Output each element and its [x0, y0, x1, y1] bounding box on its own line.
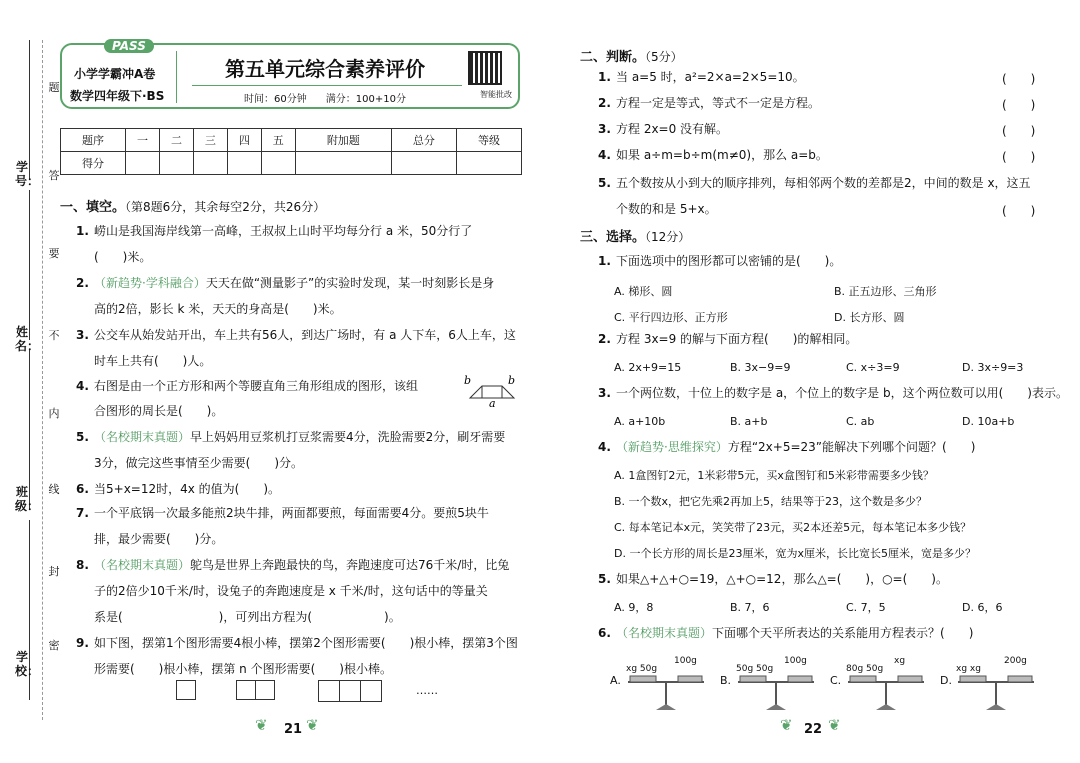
score-cell[interactable] — [159, 152, 193, 175]
binding-margin — [0, 0, 60, 763]
judge-line — [598, 170, 1031, 196]
table-row — [61, 129, 522, 152]
score-cell[interactable] — [456, 152, 521, 175]
student-id-label: 学号： — [15, 160, 40, 188]
question-number: 7. — [76, 506, 89, 520]
choice-question — [598, 248, 841, 274]
side-word: 密 — [48, 639, 60, 652]
question-number: 2. — [598, 96, 611, 110]
table-row — [61, 152, 522, 175]
right-pan-weights: 200g — [1004, 656, 1027, 666]
leaf-icon: ❦ — [780, 716, 793, 734]
choice-option[interactable]: D. 一个长方形的周长是23厘米，宽为x厘米，长比宽长5厘米，宽是多少？ — [614, 547, 976, 560]
score-cell[interactable] — [126, 152, 160, 175]
question-line — [76, 604, 401, 630]
section-note: （12分） — [645, 230, 691, 244]
question-text: 一个平底锅一次最多能煎2块牛排，两面都要煎，每面需要4分。要煎5块牛 — [94, 506, 489, 520]
score-cell[interactable] — [261, 152, 295, 175]
square-figure — [176, 680, 196, 700]
question-number: 3. — [76, 328, 89, 342]
fill-line — [29, 190, 30, 340]
cut-line — [42, 40, 43, 720]
choice-option[interactable]: A. 1盒图钉2元，1米彩带5元，买x盒图钉和5米彩带需要多少钱？ — [614, 469, 934, 482]
score-table — [60, 128, 522, 175]
question-line — [76, 398, 223, 424]
question-text: 如下图，摆第1个图形需要4根小棒，摆第2个图形需要( )根小棒，摆第3个图 — [94, 636, 518, 650]
question-text: 下面选项中的图形都可以密铺的是( )。 — [616, 254, 842, 268]
page-number: 22 — [804, 722, 823, 737]
score-cell[interactable] — [193, 152, 227, 175]
question-line — [76, 218, 472, 244]
choice-option[interactable]: A. a+10b — [614, 415, 666, 428]
question-line — [76, 578, 488, 604]
side-word: 要 — [48, 247, 60, 260]
figure-label-b: b — [464, 374, 472, 387]
section-heading — [580, 46, 683, 65]
choice-option[interactable]: D. 长方形、圆 — [834, 311, 905, 324]
section-note: （5分） — [645, 50, 683, 64]
question-text: 子的2倍少10千米/时，设兔子的奔跑速度是 x 千米/时，这句话中的等量关 — [94, 584, 488, 598]
question-tag: （新趋势·思维探究） — [616, 440, 728, 454]
answer-paren: ( ) — [1002, 98, 1036, 112]
balance-scale-icon — [954, 674, 1038, 714]
qr-caption: 智能批改 — [480, 90, 512, 99]
square-figure — [360, 680, 382, 702]
choice-option[interactable]: A. 2x+9=15 — [614, 361, 682, 374]
question-number: 6. — [76, 482, 89, 496]
question-number: 2. — [598, 332, 611, 346]
leaf-icon: ❦ — [828, 716, 841, 734]
choice-question — [598, 566, 948, 592]
figure-label-b: b — [508, 374, 516, 387]
question-number: 6. — [598, 626, 611, 640]
score-cell[interactable] — [295, 152, 391, 175]
answer-paren: ( ) — [1002, 150, 1036, 164]
choice-option[interactable]: B. 一个数x，把它先乘2再加上5，结果等于23，这个数是多少？ — [614, 495, 928, 508]
choice-question — [598, 380, 1068, 406]
full-score: 满分：100+10分 — [325, 94, 406, 105]
table-header: 等级 — [456, 129, 521, 152]
question-text: 方程一定是等式，等式不一定是方程。 — [616, 96, 821, 110]
question-tag: （名校期末真题） — [94, 558, 191, 572]
choice-question — [598, 326, 857, 352]
table-header: 附加题 — [295, 129, 391, 152]
question-text: 3分，做完这些事情至少需要( )分。 — [94, 456, 303, 470]
question-number: 9. — [76, 636, 89, 650]
question-number: 2. — [76, 276, 89, 290]
option-letter: D. — [940, 674, 952, 687]
question-text: 下面哪个天平所表达的关系能用方程表示？( ) — [712, 626, 974, 640]
answer-paren: ( ) — [1002, 72, 1036, 86]
question-text: 方程 2x=0 没有解。 — [616, 122, 729, 136]
table-header: 一 — [126, 129, 160, 152]
question-tag: （新趋势·学科融合） — [94, 276, 206, 290]
square-figure — [236, 680, 256, 700]
left-pan-weights: 50g 50g — [736, 664, 774, 674]
right-pan-weights: 100g — [784, 656, 807, 666]
choice-option[interactable]: A. 9，8 — [614, 601, 654, 614]
question-line — [76, 424, 505, 450]
question-number: 3. — [598, 386, 611, 400]
question-text: 方程 3x=9 的解与下面方程( )的解相同。 — [616, 332, 858, 346]
choice-question — [598, 434, 975, 460]
choice-option[interactable]: C. 7，5 — [846, 601, 886, 614]
question-text: 早上妈妈用豆浆机打豆浆需要4分，洗脸需要2分，刷牙需要 — [190, 430, 506, 444]
square-figure — [255, 680, 275, 700]
question-text: ( )米。 — [94, 250, 152, 264]
table-header: 五 — [261, 129, 295, 152]
table-header: 总分 — [391, 129, 456, 152]
section-title: 二、判断。 — [580, 50, 646, 65]
question-line — [76, 526, 223, 552]
question-text: 五个数按从小到大的顺序排列，每相邻两个数的差都是2，中间的数是 x，这五 — [616, 176, 1031, 190]
left-pan-weights: xg xg — [956, 664, 981, 674]
judge-line — [598, 196, 717, 222]
question-line — [76, 450, 303, 476]
class-label: 班级： — [15, 485, 40, 513]
question-line — [76, 476, 280, 502]
side-word: 题 — [48, 81, 60, 94]
school-label: 学校： — [15, 650, 40, 678]
side-word: 线 — [48, 483, 60, 496]
square-figure — [339, 680, 361, 702]
judge-line — [598, 116, 728, 142]
name-label: 姓名： — [15, 325, 40, 353]
question-text: 方程“2x+5=23”能解决下列哪个问题？( ) — [727, 440, 976, 454]
trapezoid-figure — [462, 372, 522, 408]
question-number: 3. — [598, 122, 611, 136]
question-text: 个数的和是 5+x。 — [616, 202, 717, 216]
balance-scale-icon — [734, 674, 818, 714]
balance-option[interactable] — [720, 652, 820, 714]
fill-line — [29, 350, 30, 510]
question-number: 1. — [598, 254, 611, 268]
question-text: 当 a=5 时，a²=2×a=2×5=10。 — [616, 70, 805, 84]
page-number: 21 — [284, 722, 303, 737]
question-text: 当5+x=12时，4x 的值为( )。 — [94, 482, 281, 496]
question-line — [76, 348, 211, 374]
table-header: 四 — [227, 129, 261, 152]
figure-label-a: a — [489, 397, 496, 408]
question-text: 崂山是我国海岸线第一高峰，王叔叔上山时平均每分行 a 米，50分行了 — [94, 224, 473, 238]
question-text: 如果 a÷m=b÷m(m≠0)，那么 a=b。 — [616, 148, 828, 162]
choice-question — [598, 620, 973, 646]
title-underline — [192, 85, 462, 86]
balance-option[interactable] — [940, 652, 1040, 714]
ellipsis: …… — [416, 684, 438, 697]
section-heading — [60, 196, 325, 215]
right-pan-weights: 100g — [674, 656, 697, 666]
left-pan-weights: xg 50g — [626, 664, 658, 674]
question-line — [76, 296, 342, 322]
question-line — [76, 270, 494, 296]
time-limit: 时间：60分钟 — [243, 94, 307, 105]
choice-option[interactable]: D. 3x÷9=3 — [962, 361, 1024, 374]
question-text: 排，最少需要( )分。 — [94, 532, 224, 546]
question-number: 5. — [598, 176, 611, 190]
balance-option[interactable] — [830, 652, 930, 714]
row-label: 得分 — [61, 152, 126, 175]
question-number: 1. — [598, 70, 611, 84]
judge-line — [598, 90, 820, 116]
question-number: 5. — [598, 572, 611, 586]
question-tag: （名校期末真题） — [616, 626, 713, 640]
question-line — [76, 656, 392, 682]
exam-header — [60, 39, 520, 109]
question-line — [76, 630, 518, 656]
balance-scale-icon — [844, 674, 928, 714]
judge-line — [598, 64, 805, 90]
leaf-icon: ❦ — [306, 716, 319, 734]
side-word: 内 — [48, 407, 60, 420]
question-text: 如果△+△+○=19，△+○=12，那么△=( )，○=( )。 — [616, 572, 948, 586]
section-title: 三、选择。 — [580, 230, 646, 245]
option-letter: B. — [720, 674, 732, 687]
question-line — [76, 244, 151, 270]
judge-line — [598, 142, 828, 168]
choice-option[interactable]: A. 梯形、圆 — [614, 285, 673, 298]
section-heading — [580, 226, 690, 245]
question-text: 高的2倍，影长 k 米，天天的身高是( )米。 — [94, 302, 342, 316]
question-line — [76, 552, 509, 578]
question-text: 鸵鸟是世界上奔跑最快的鸟，奔跑速度可达76千米/时，比兔 — [190, 558, 510, 572]
choice-option[interactable]: C. 每本笔记本x元，笑笑带了23元，买2本还差5元，每本笔记本多少钱？ — [614, 521, 972, 534]
section-title: 一、填空。 — [60, 200, 126, 215]
exam-info — [180, 90, 470, 105]
question-text: 时车上共有( )人。 — [94, 354, 212, 368]
question-text: 天天在做“测量影子”的实验时发现，某一时刻影长是身 — [205, 276, 495, 290]
question-line — [76, 373, 418, 399]
option-letter: C. — [830, 674, 842, 687]
question-line — [76, 500, 489, 526]
question-text: 右图是由一个正方形和两个等腰直角三角形组成的图形，该组 — [94, 379, 419, 393]
answer-paren: ( ) — [1002, 204, 1036, 218]
question-text: 公交车从始发站开出，车上共有56人，到达广场时，有 a 人下车，6人上车，这 — [94, 328, 516, 342]
table-header: 二 — [159, 129, 193, 152]
fill-line — [29, 40, 30, 180]
right-pan-weights: xg — [894, 656, 906, 666]
pass-badge: PASS — [104, 39, 154, 53]
choice-option[interactable]: D. 6，6 — [962, 601, 1003, 614]
choice-option[interactable]: B. 7，6 — [730, 601, 770, 614]
choice-option[interactable]: B. a+b — [730, 415, 768, 428]
square-figure — [318, 680, 340, 702]
question-tag: （名校期末真题） — [94, 430, 191, 444]
qr-code-icon — [468, 51, 502, 85]
question-number: 5. — [76, 430, 89, 444]
question-text: 合图形的周长是( )。 — [94, 404, 224, 418]
score-cell[interactable] — [391, 152, 456, 175]
leaf-icon: ❦ — [255, 716, 268, 734]
question-number: 4. — [598, 148, 611, 162]
choice-option[interactable]: C. ab — [846, 415, 875, 428]
answer-paren: ( ) — [1002, 124, 1036, 138]
question-text: 系是( )，可列出方程为( )。 — [94, 610, 401, 624]
side-word: 答 — [48, 169, 60, 182]
choice-option[interactable]: C. 平行四边形、正方形 — [614, 311, 728, 324]
question-line — [76, 322, 516, 348]
question-number: 1. — [76, 224, 89, 238]
question-number: 4. — [76, 379, 89, 393]
choice-option[interactable]: B. 正五边形、三角形 — [834, 285, 937, 298]
question-number: 8. — [76, 558, 89, 572]
side-word: 封 — [48, 565, 60, 578]
brand-name: 小学学霸冲A卷 — [74, 67, 156, 81]
section-note: （第8题6分，其余每空2分，共26分） — [125, 200, 326, 214]
table-header: 三 — [193, 129, 227, 152]
left-pan-weights: 80g 50g — [846, 664, 884, 674]
right-page — [540, 0, 1080, 763]
balance-option[interactable] — [610, 652, 710, 714]
grade-label: 数学四年级下·BS — [70, 89, 165, 103]
question-text: 一个两位数，十位上的数字是 a，个位上的数字是 b，这个两位数可以用( )表示。 — [616, 386, 1068, 400]
choice-option[interactable]: D. 10a+b — [962, 415, 1015, 428]
balance-scale-icon — [624, 674, 708, 714]
score-cell[interactable] — [227, 152, 261, 175]
side-word: 不 — [48, 329, 60, 342]
question-number: 4. — [598, 440, 611, 454]
exam-title: 第五单元综合素养评价 — [225, 57, 425, 81]
choice-option[interactable]: C. x÷3=9 — [846, 361, 900, 374]
choice-option[interactable]: B. 3x−9=9 — [730, 361, 791, 374]
table-header: 题序 — [61, 129, 126, 152]
header-divider — [176, 51, 177, 103]
option-letter: A. — [610, 674, 621, 687]
question-text: 形需要( )根小棒，摆第 n 个图形需要( )根小棒。 — [94, 662, 392, 676]
